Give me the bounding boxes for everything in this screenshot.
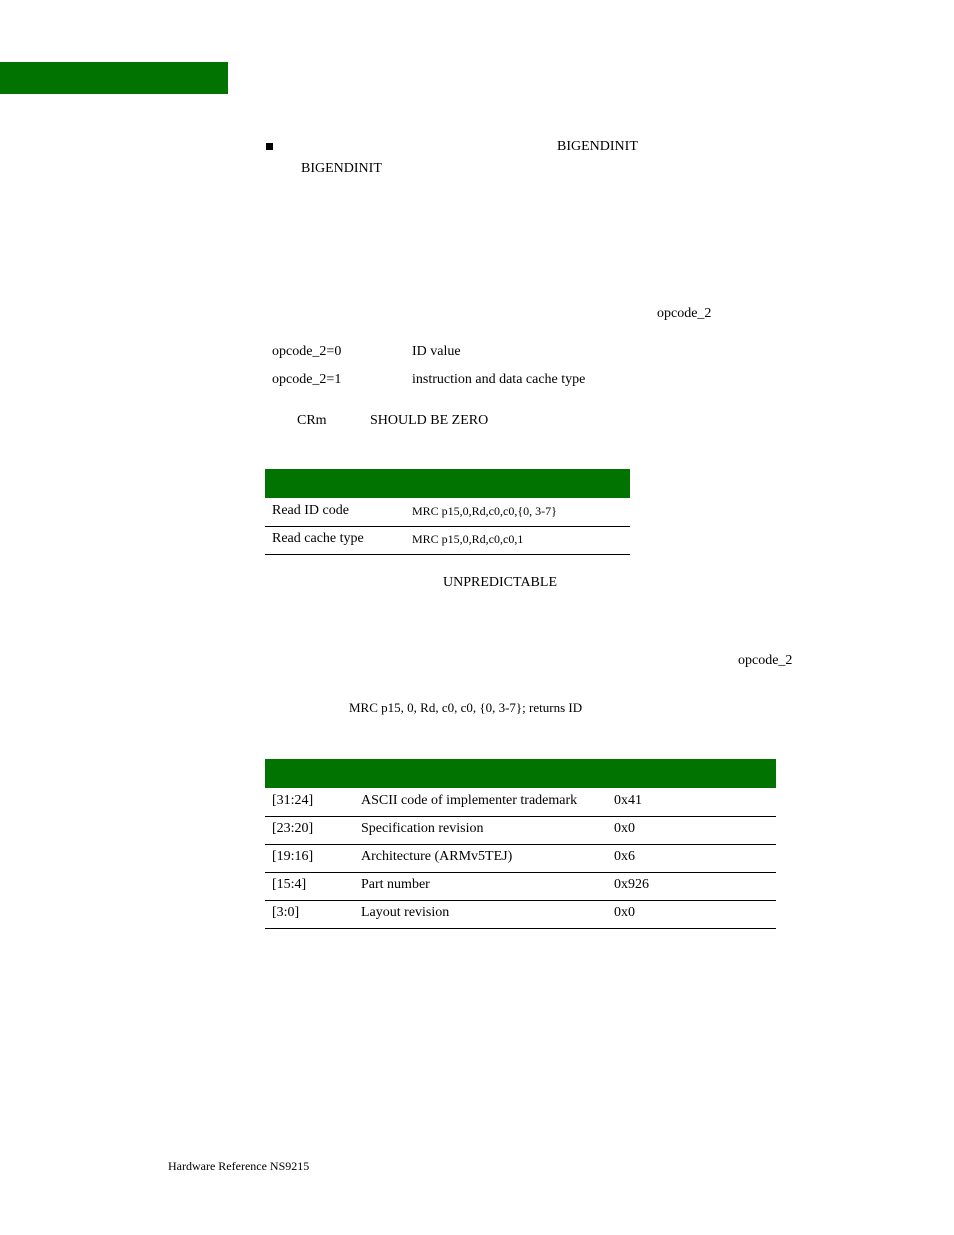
mrc-instruction: MRC p15, 0, Rd, c0, c0, {0, 3-7}; returns ID xyxy=(349,700,583,715)
table2-bits-cell: [15:4] xyxy=(272,877,307,892)
table1-row-divider xyxy=(265,526,630,527)
table2-description-cell: Part number xyxy=(361,877,430,892)
opcode-row-key: opcode_2=0 xyxy=(272,344,342,359)
table2-row-divider xyxy=(265,928,776,929)
table2-value-cell: 0x6 xyxy=(614,849,635,864)
table2-description-cell: Specification revision xyxy=(361,821,484,836)
table1-function-cell: Read cache type xyxy=(272,531,364,546)
opcode-row-value: ID value xyxy=(412,344,461,359)
footer-text: Hardware Reference NS9215 xyxy=(168,1159,310,1173)
table2-value-cell: 0x0 xyxy=(614,905,635,920)
bigendinit-term: BIGENDINIT xyxy=(557,139,638,154)
table2-description-cell: ASCII code of implementer trademark xyxy=(361,793,578,808)
table2-bits-cell: [23:20] xyxy=(272,821,314,836)
table2-bits-cell: [19:16] xyxy=(272,849,314,864)
table2-value-cell: 0x41 xyxy=(614,793,642,808)
crm-value: SHOULD BE ZERO xyxy=(370,413,489,428)
table1-instruction-cell: MRC p15,0,Rd,c0,c0,{0, 3-7} xyxy=(412,504,557,518)
table2-row-divider xyxy=(265,844,776,845)
table2-bits-cell: [31:24] xyxy=(272,793,314,808)
table2-value-cell: 0x0 xyxy=(614,821,635,836)
opcode-row-value: instruction and data cache type xyxy=(412,372,586,387)
table1-row-divider xyxy=(265,554,630,555)
crm-label: CRm xyxy=(297,413,327,428)
table1-header xyxy=(265,469,630,498)
table2-description-cell: Architecture (ARMv5TEJ) xyxy=(361,849,513,864)
opcode-row-key: opcode_2=1 xyxy=(272,372,342,387)
table1-instruction-cell: MRC p15,0,Rd,c0,c0,1 xyxy=(412,532,524,546)
unpredictable-term: UNPREDICTABLE xyxy=(443,575,557,590)
opcode-label-2: opcode_2 xyxy=(738,653,793,668)
header-accent-bar xyxy=(0,62,228,94)
table2-row-divider xyxy=(265,816,776,817)
table2-row-divider xyxy=(265,872,776,873)
table2-value-cell: 0x926 xyxy=(614,877,649,892)
bigendinit-term-2: BIGENDINIT xyxy=(301,161,382,176)
table2-description-cell: Layout revision xyxy=(361,905,450,920)
opcode-label: opcode_2 xyxy=(657,306,712,321)
table1-function-cell: Read ID code xyxy=(272,503,349,518)
bullet-icon xyxy=(266,143,273,150)
table2-header xyxy=(265,759,776,788)
table2-bits-cell: [3:0] xyxy=(272,905,300,920)
table2-row-divider xyxy=(265,900,776,901)
